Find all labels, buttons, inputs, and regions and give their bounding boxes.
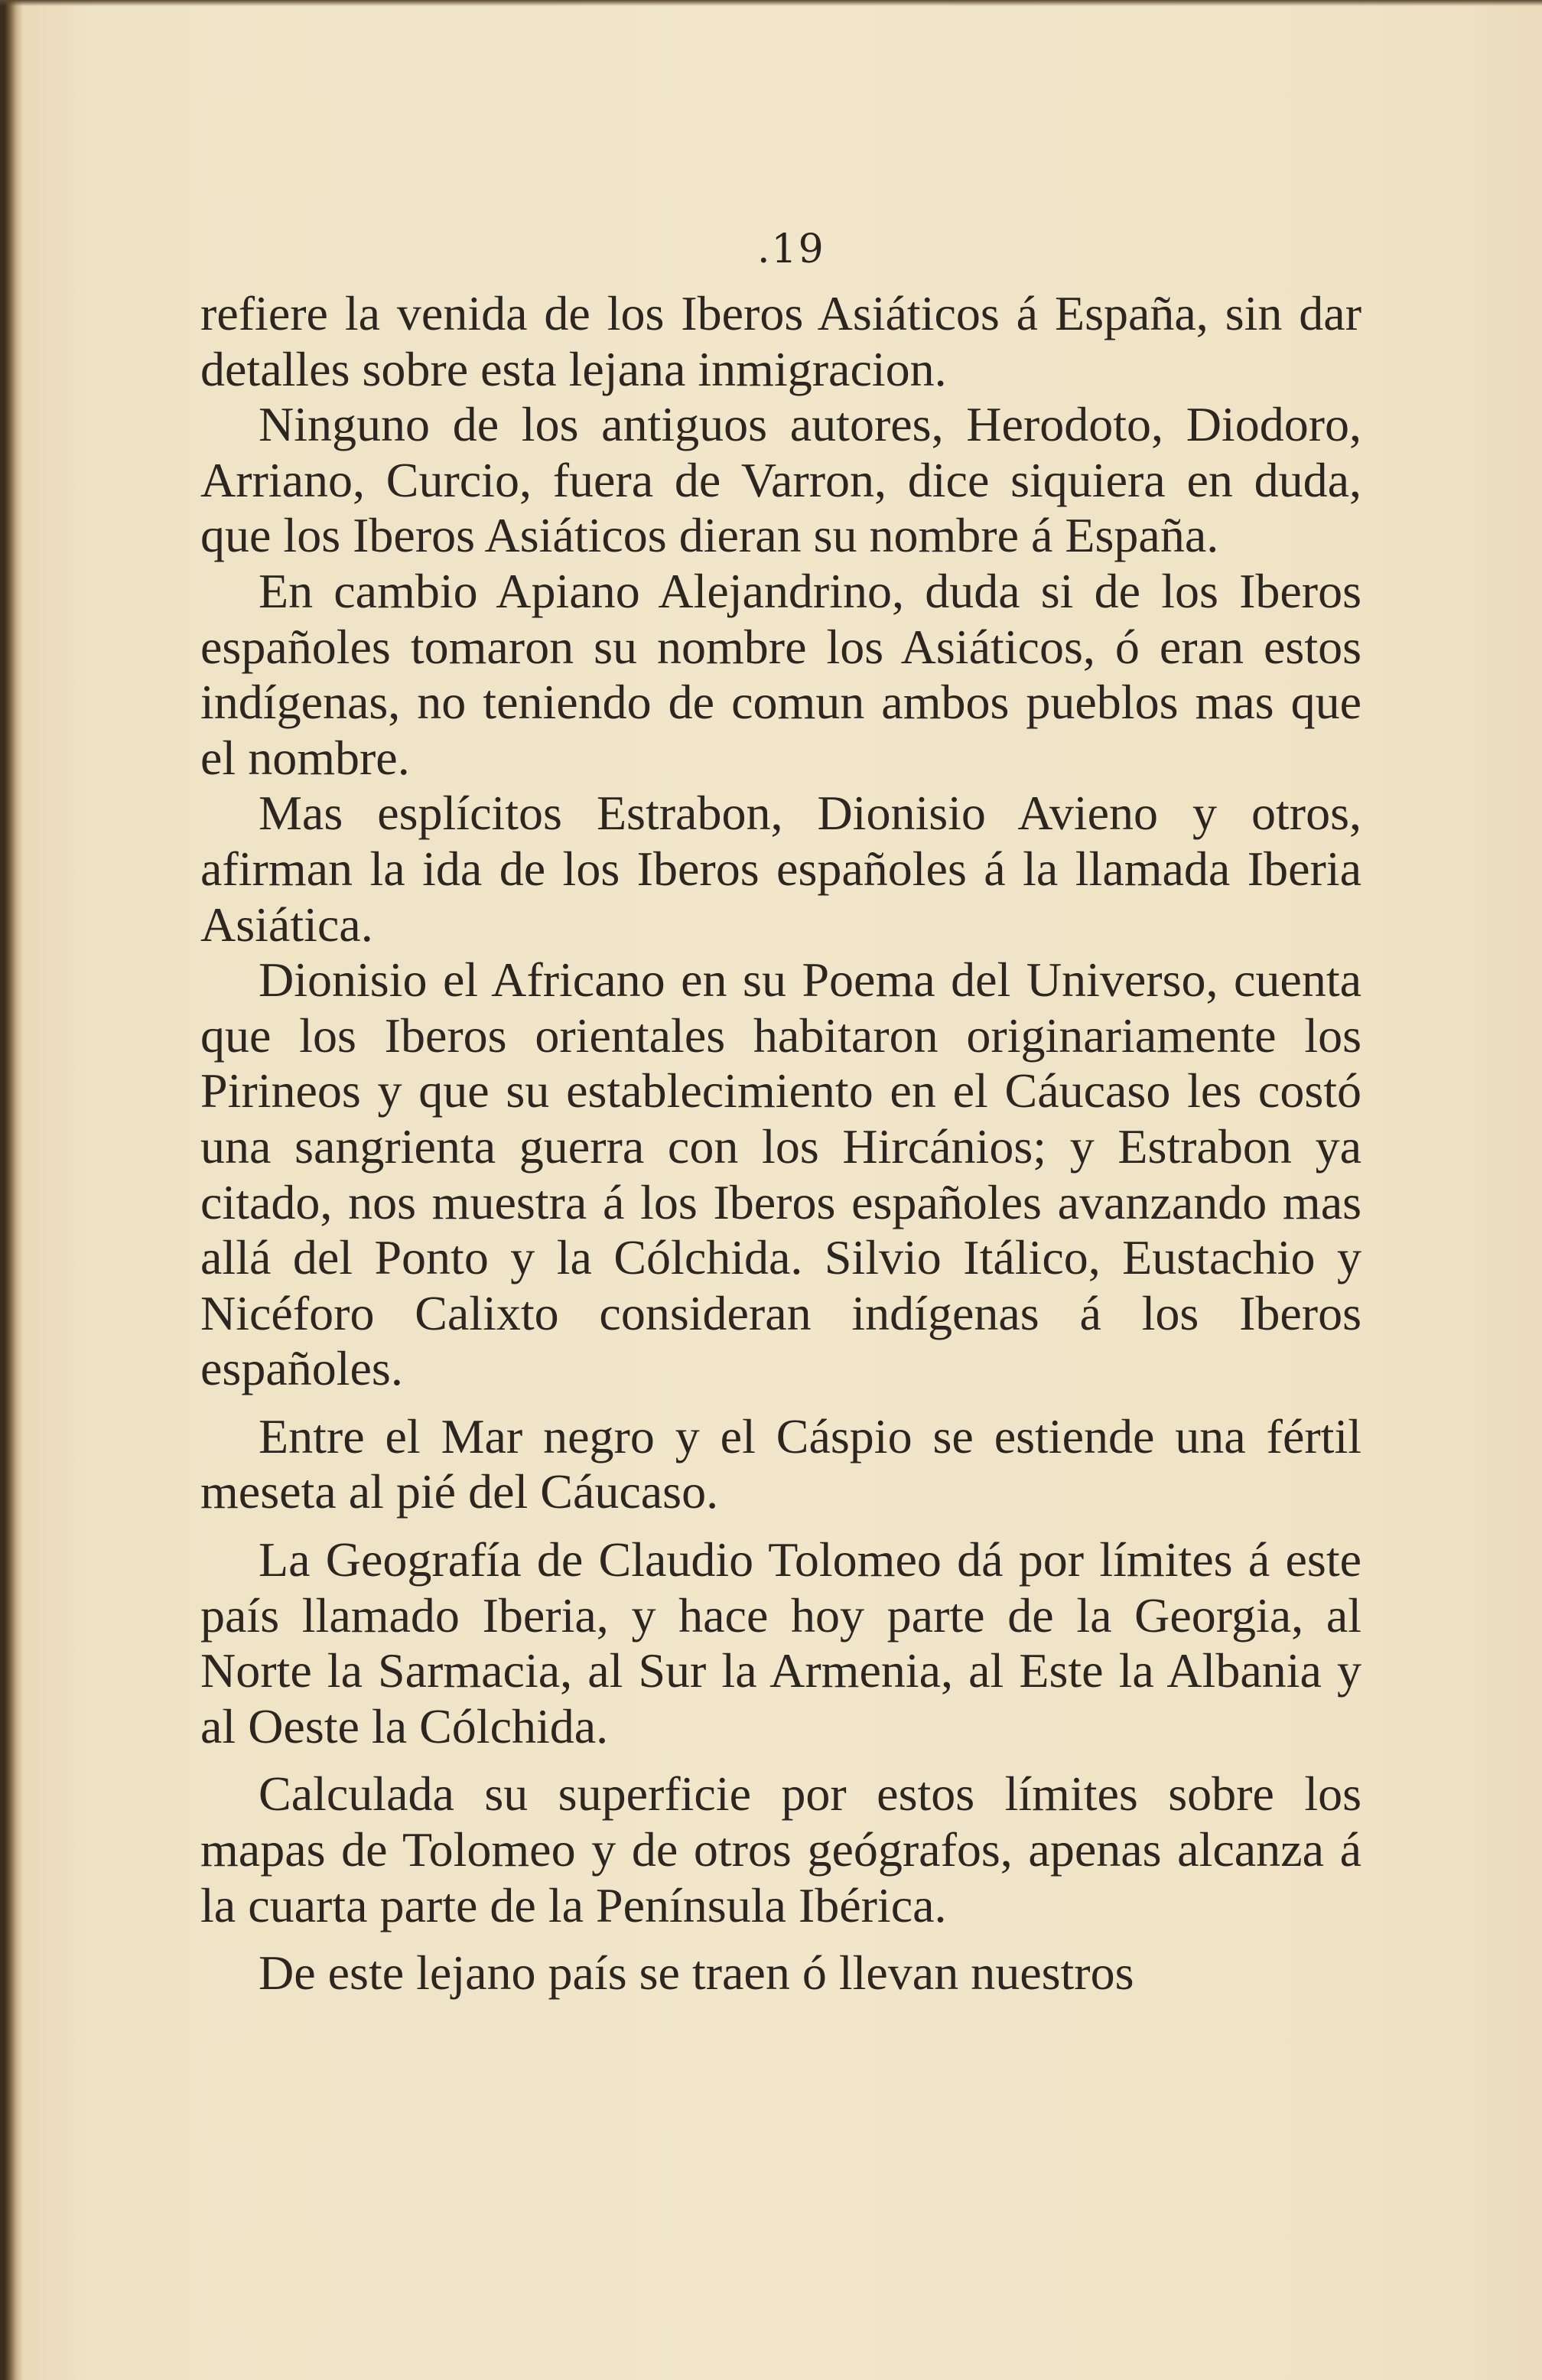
paragraph-9: De este lejano país se traen ó llevan nuestros (259, 1945, 1134, 2001)
paragraph-2: Ninguno de los antiguos autores, Herodoto, Diodoro, Arriano, Curcio, fuera de Varron, dice siquiera en duda, que los Iberos Asiáticos dieran su nombre á España. (200, 397, 1361, 563)
paragraph-5: Dionisio el Africano en su Poema del Universo, cuenta que los Iberos orientales habitaron originariamente los Pirineos y que su establecimiento en el Cáucaso les costó una sangrienta guerra con los Hircánios; y Estrabon ya citado, nos muestra á los Iberos españoles avanzando mas allá del Ponto y la Cólchida. Silvio Itálico, Eustachio y Nicéforo Calixto consideran indígenas á los Iberos españoles. (200, 952, 1361, 1396)
body-text (200, 286, 1361, 2001)
paragraph-4: Mas esplícitos Estrabon, Dionisio Avieno y otros, afirman la ida de los Iberos españoles á la llamada Iberia Asiática. (200, 786, 1361, 952)
paragraph-1: refiere la venida de los Iberos Asiáticos á España, sin dar detalles sobre esta lejana inmigracion. (200, 286, 1361, 396)
paragraph-8: Calculada su superficie por estos límites sobre los mapas de Tolomeo y de otros geógrafos, apenas alcanza á la cuarta parte de la Península Ibérica. (200, 1766, 1361, 1932)
paragraph-6: Entre el Mar negro y el Cáspio se estiende una fértil meseta al pié del Cáucaso. (200, 1408, 1361, 1519)
paragraph-7: La Geografía de Claudio Tolomeo dá por límites á este país llamado Iberia, y hace hoy parte de la Georgia, al Norte la Sarmacia, al Sur la Armenia, al Este la Albania y al Oeste la Cólchida. (200, 1532, 1361, 1753)
page-binding-edge (0, 0, 23, 2380)
page-top-edge (0, 0, 1542, 6)
paragraph-3: En cambio Apiano Alejandrino, duda si de los Iberos españoles tomaron su nombre los Asiáticos, ó eran estos indígenas, no teniendo de comun ambos pueblos mas que el nombre. (200, 563, 1361, 785)
page-number: .19 (757, 226, 825, 272)
